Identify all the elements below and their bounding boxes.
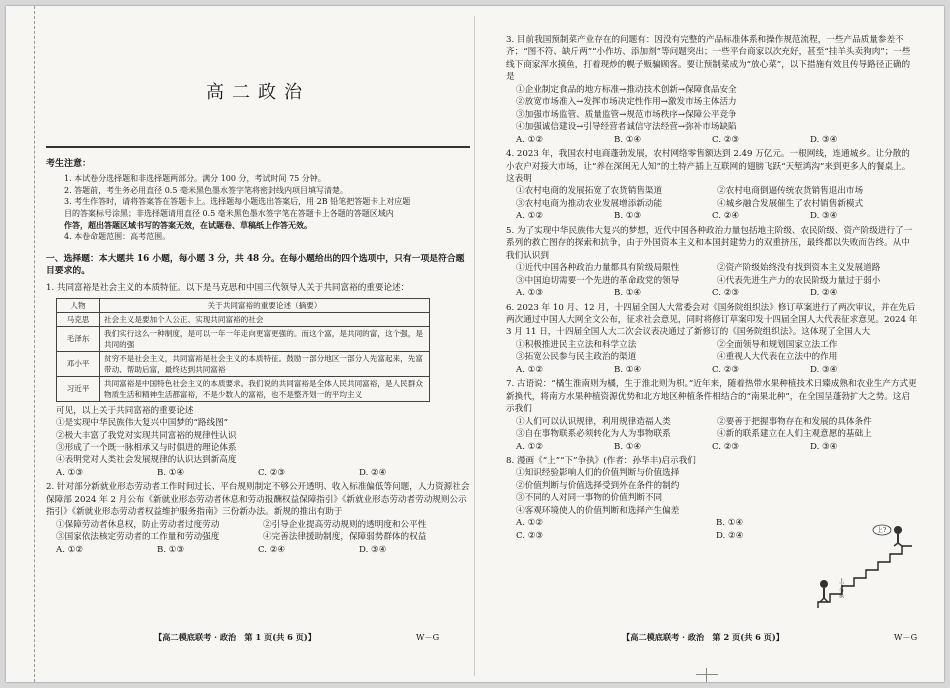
- footer-code: W－G: [416, 632, 440, 642]
- option-statement: ④代表先进生产力的农民阶级力量过于弱小: [717, 275, 881, 286]
- choice-a: A. ①③: [516, 288, 544, 299]
- option-statement: ①知识经验影响人们的价值判断与价值选择: [516, 468, 680, 479]
- choice-c: C. ②③: [516, 530, 544, 541]
- question-3: [506, 34, 918, 146]
- question-8: [506, 455, 806, 542]
- notice-heading: 考生注意：: [46, 159, 92, 170]
- option-statement: ②极大丰富了我党对实现共同富裕的规律性认识: [56, 430, 237, 441]
- answer-choices: [516, 134, 918, 146]
- crop-mark: [706, 668, 707, 682]
- notice-item: 作答，超出答题区域书写的答案无效，在试题卷、草稿纸上作答无效。: [64, 219, 312, 230]
- table-cell: 习近平: [57, 376, 100, 401]
- choice-b: B. ①④: [614, 364, 642, 375]
- notice-item: 目的答案标号涂黑；非选择题请用直径 0.5 毫米黑色墨水签字笔在答题卡上各题的答题区域内: [64, 208, 394, 218]
- option-statement: ④客观环境使人的价值判断和选择产生偏差: [516, 505, 680, 516]
- options-grid: [516, 262, 918, 287]
- options-grid: [56, 519, 470, 544]
- option-statement: ③拓宽公民参与民主政治的渠道: [516, 352, 637, 363]
- option-statement: ③国家依法核定劳动者的工作量和劳动强度: [56, 532, 220, 543]
- table-row: [57, 351, 430, 376]
- choice-a: A. ①③: [56, 467, 84, 478]
- choice-c: C. ②③: [712, 364, 740, 375]
- comic-bubble-text: 上?: [877, 527, 887, 534]
- page-fold-line: [474, 16, 475, 676]
- crop-mark: [696, 674, 718, 675]
- right-page: [506, 32, 918, 544]
- binding-margin: [6, 6, 35, 682]
- option-statement: ④城乡融合发展催生了农村销售新模式: [717, 198, 864, 209]
- choice-a: A. ①②: [516, 518, 544, 529]
- question-stem: 2. 针对部分新就业形态劳动者工作时间过长、平台规则制定不够公开透明、收入标准偏低等问题，人力资源社会保障部 2024 年 2 月公布《新就业形态劳动者休息和劳动报酬权益保障指引》《新就业形态劳动者劳动规则公示指引》《新就业形态劳动者权益维护服务指南》三份新办法。新规的推出有助于: [46, 482, 470, 518]
- staircase-comic-icon: [814, 522, 914, 612]
- option-statement: ④加强诚信建设→引导经营者诚信守法经营→弥补市场缺陷: [516, 122, 737, 133]
- question-5: [506, 225, 918, 300]
- choice-c: C. ②③: [712, 288, 740, 299]
- choice-d: D. ③④: [359, 544, 387, 555]
- option-statement: ①是实现中华民族伟大复兴中国梦的“路线图”: [56, 418, 229, 429]
- choice-c: C. ②④: [712, 211, 740, 222]
- option-statement: ①农村电商的发展拓宽了农货销售渠道: [516, 186, 663, 197]
- option-statement: ①积极推进民主立法和科学立法: [516, 339, 637, 350]
- quotes-table: [56, 298, 430, 402]
- table-header: 关于共同富裕的重要论述（摘要）: [100, 298, 430, 312]
- answer-choices: [516, 210, 918, 222]
- option-statement: ②资产阶级始终没有找到资本主义发展道路: [717, 263, 881, 274]
- option-statement: ①近代中国各种政治力量都具有阶级局限性: [516, 263, 680, 274]
- answer-choices: [516, 441, 918, 453]
- choice-a: A. ①②: [516, 364, 544, 375]
- candidate-notice: [46, 158, 470, 243]
- question-6: [506, 302, 918, 377]
- question-2: [46, 481, 470, 556]
- choice-d: D. ③④: [810, 134, 838, 145]
- footer-left: [154, 632, 454, 643]
- question-stem: 7. 古语说：“橘生淮南则为橘，生于淮北则为枳。”近年来，随着热带水果种植技术日臻成熟和农业生产方式更新换代，将南方水果种植资源优势和北方地区种植条件相结合的“南果北种”，在全国呈蓬勃扩大之势。这启示我们: [506, 379, 917, 415]
- choice-a: A. ①②: [516, 441, 544, 452]
- option-statement: ③农村电商为推动农业发展增添新动能: [516, 198, 663, 209]
- question-1: [46, 282, 470, 479]
- choice-b: B. ①④: [157, 467, 185, 478]
- option-statement: ③中国迫切需要一个先进的革命政党的领导: [516, 275, 680, 286]
- option-statement: ①人们可以认识规律，利用规律造福人类: [516, 416, 671, 427]
- title-rule: [46, 146, 470, 148]
- question-stem: 5. 为了实现中华民族伟大复兴的梦想，近代中国各种政治力量包括地主阶级、农民阶级、资产阶级进行了一系列的救亡图存的探索和抗争，由于外国资本主义和本国封建势力的双重挤压，最终都以失败而告终。从中我们认识到: [506, 225, 913, 261]
- table-cell: 毛泽东: [57, 326, 100, 351]
- notice-item: 1. 本试卷分选择题和非选择题两部分。满分 100 分，考试时间 75 分钟。: [64, 174, 326, 184]
- option-statement: ②农村电商倒逼传统农货销售退出市场: [717, 186, 864, 197]
- option-statement: ④表明党对人类社会发展规律的认识达到新高度: [56, 455, 237, 466]
- choice-a: A. ①②: [56, 544, 84, 555]
- choice-b: B. ①④: [614, 441, 642, 452]
- question-stem: 1. 共同富裕是社会主义的本质特征。以下是马克思和中国三代领导人关于共同富裕的重要论述：: [46, 283, 410, 294]
- choice-b: B. ①④: [614, 288, 642, 299]
- choice-c: C. ②③: [712, 441, 740, 452]
- comic-illustration: [814, 522, 914, 612]
- notice-item: 3. 考生作答时，请将答案答在答题卡上。选择题每小题选出答案后，用 2B 铅笔把答题卡上对应题: [64, 197, 411, 207]
- table-cell: 共同富裕是中国特色社会主义的本质要求。我们说的共同富裕是全体人民共同富裕，是人民群众物质生活和精神生活都富裕，不是少数人的富裕，也不是整齐划一的平均主义: [100, 376, 430, 401]
- exam-sheet: [6, 6, 944, 682]
- option-statement: ①保障劳动者休息权，防止劳动者过度劳动: [56, 519, 220, 530]
- options-grid: [516, 339, 918, 364]
- question-stem: 8. 漫画《“上”“下”争执》(作者：孙华丰)启示我们: [506, 455, 696, 466]
- option-statement: ③形成了一个既一脉相承又与时俱进的理论体系: [56, 443, 237, 454]
- footer-right: [622, 632, 922, 643]
- choice-b: B. ①③: [614, 211, 642, 222]
- table-row: [57, 376, 430, 401]
- choice-b: B. ①④: [614, 134, 642, 145]
- left-page: [46, 32, 470, 558]
- option-statement: ④新的联系建立在人们主观意愿的基础上: [717, 429, 872, 440]
- table-cell: 贫穷不是社会主义，共同富裕是社会主义的本质特征。鼓励一部分地区一部分人先富起来，先富带动、帮助后富，最终达到共同富裕: [100, 351, 430, 376]
- options-grid: [516, 416, 918, 441]
- question-lead: 可见，以上关于共同富裕的重要论述: [56, 405, 194, 416]
- table-row: [57, 326, 430, 351]
- choice-d: D. ③④: [810, 364, 838, 375]
- option-statement: ③不同的人对同一事物的价值判断不同: [516, 493, 663, 504]
- choice-b: B. ①④: [716, 518, 744, 529]
- answer-choices: [516, 517, 806, 542]
- section-heading: 一、选择题：本大题共 16 小题，每小题 3 分，共 48 分。在每小题给出的四个选项中，只有一项是符合题目要求的。: [46, 253, 465, 277]
- table-cell: 马克思: [57, 312, 100, 326]
- option-statement: ②全面领导和规划国家立法工作: [717, 339, 838, 350]
- footer-page-label: 【高二模底联考 · 政治 第 1 页(共 6 页)】: [154, 632, 316, 642]
- question-stem: 4. 2023 年，我国农村电商蓬勃发展，农村网络零售额达到 2.49 万亿元。一根网线，连通城乡。让分散的小农户对接大市场，让“养在深闺无人知”的土特产插上互联网的翅膀飞跃“天堑鸿沟”来到更多人的餐桌上。这表明: [506, 149, 911, 184]
- choice-d: D. ②④: [716, 530, 744, 541]
- notice-item: 2. 答题前，考生务必用直径 0.5 毫米黑色墨水签字笔将密封线内项目填写清楚。: [64, 185, 348, 195]
- table-row: [57, 312, 430, 326]
- choice-d: D. ②④: [810, 288, 838, 299]
- choice-c: C. ②③: [712, 134, 740, 145]
- footer-code: W－G: [894, 632, 918, 642]
- option-statement: ④重视人大代表在立法中的作用: [717, 352, 838, 363]
- page-title: 高二政治: [206, 82, 310, 103]
- choice-a: A. ①②: [516, 211, 544, 222]
- option-statement: ②要善于把握事物存在和发展的具体条件: [717, 416, 872, 427]
- question-stem: 3. 目前我国预制菜产业存在的问题有：因没有完整的产品标准体系和操作规范流程，一些产品质量参差不齐；“图不符、缺斤两”“小作坊、添加剂”等问题突出；一些平台商家以次充好，甚至“挂羊头卖狗肉”；一些线下商家浑水摸鱼，打着现炒的幌子贩骗顾客。要让预制菜成为“放心菜”，以下措施有效且传导路径正确的是: [506, 35, 911, 83]
- option-statement: ③加强市场监管、质量监管→规范市场秩序→保障公平竞争: [516, 109, 737, 120]
- choice-d: D. ②④: [359, 467, 387, 478]
- option-statement: ④完善法律援助制度，保障弱势群体的权益: [263, 532, 427, 543]
- question-4: [506, 148, 918, 223]
- choice-a: A. ①②: [516, 134, 544, 145]
- table-cell: 社会主义是要加个人公正、实现共同富裕的社会: [100, 312, 430, 326]
- table-cell: 我们实行这么一种制度，是可以一年一年走向更富更强的。而这个富，是共同的富，这个强，是共同的强: [100, 326, 430, 351]
- question-stem: 6. 2023 年 10 月、12 月，十四届全国人大常委会对《国务院组织法》修订草案进行了两次审议，并在先后两次通过中国人大网全文公布，征求社会意见，同时将修订草案印发十四届全国人大代表征求意见。2024 年 3 月 11 日，十四届全国人大二次会议表决通过了新修订的《国务院组织法》。这体现了全国人大: [506, 302, 918, 338]
- option-statement: ②引导企业提高劳动规则的透明度和公平性: [263, 519, 427, 530]
- footer-page-label: 【高二模底联考 · 政治 第 2 页(共 6 页)】: [622, 632, 784, 642]
- choice-d: D. ③④: [810, 441, 838, 452]
- option-statement: ②放宽市场准入→发挥市场决定性作用→激发市场主体活力: [516, 97, 737, 108]
- question-7: [506, 378, 918, 453]
- choice-b: B. ①③: [157, 544, 185, 555]
- option-statement: ②价值判断与价值选择受到外在条件的制约: [516, 480, 680, 491]
- table-header: 人物: [57, 298, 100, 312]
- option-statement: ③自在事物联系必须转化为人为事物联系: [516, 429, 671, 440]
- option-statement: ①企业制定食品的地方标准→推动技术创新→保障食品安全: [516, 84, 737, 95]
- choice-c: C. ②③: [258, 467, 286, 478]
- notice-item: 4. 本卷命题范围：高考范围。: [64, 232, 171, 242]
- choice-d: D. ③④: [810, 211, 838, 222]
- answer-choices: [516, 364, 918, 376]
- options-grid: [516, 185, 918, 210]
- answer-choices: [56, 544, 470, 556]
- table-cell: 邓小平: [57, 351, 100, 376]
- comic-caption: 上下争执: [838, 578, 844, 598]
- answer-choices: [516, 287, 918, 299]
- answer-choices: [56, 467, 470, 479]
- choice-c: C. ②④: [258, 544, 286, 555]
